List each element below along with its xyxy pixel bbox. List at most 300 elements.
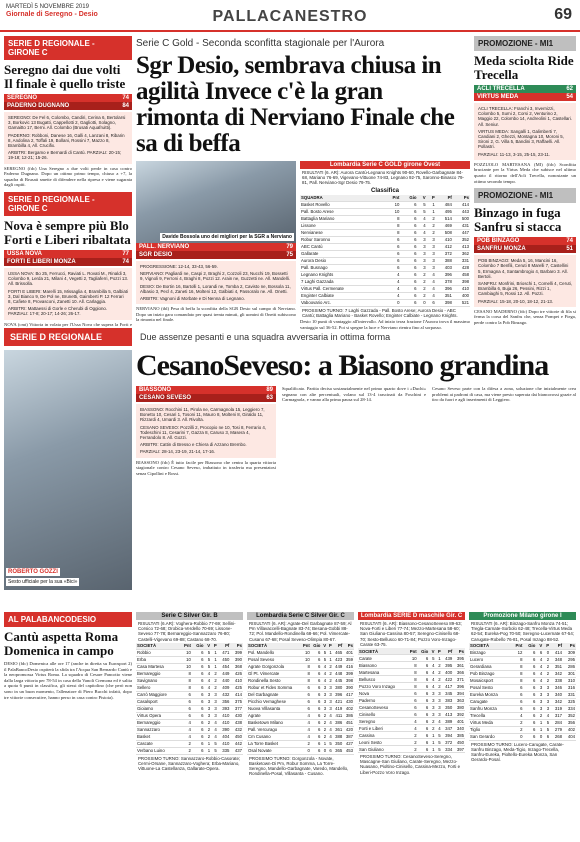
table-cell: 10 <box>180 663 192 670</box>
table-cell: 3 <box>429 690 435 697</box>
table-cell: 8 <box>384 222 401 229</box>
article-kicker: Due assenze pesanti e una squadra avversaria in ottima forma <box>140 332 391 342</box>
table-row <box>469 712 576 719</box>
table-cell: 2 <box>543 677 550 684</box>
table-row <box>136 656 243 663</box>
table-cell: 448 <box>333 670 344 677</box>
table-cell: 295 <box>563 656 576 663</box>
table-row <box>469 663 576 670</box>
table-cell: Picchio Vernaghese <box>247 698 301 705</box>
table-cell: 458 <box>453 271 470 278</box>
table-cell: 6 <box>311 649 322 656</box>
table-cell: 0 <box>511 733 524 740</box>
table-row <box>247 712 354 719</box>
table-header-cell: Pnt <box>384 195 401 202</box>
table-cell: 3 <box>429 704 435 711</box>
table-cell: 6 <box>311 712 322 719</box>
table-cell: 301 <box>563 670 576 677</box>
table-cell: 325 <box>563 698 576 705</box>
table-cell: 3 <box>204 712 211 719</box>
table-cell: Casalsport <box>136 698 180 705</box>
table-cell: 6 <box>523 663 536 670</box>
section-band-mid <box>4 328 576 346</box>
table-cell: 3 <box>211 691 218 698</box>
table-row <box>247 733 354 740</box>
table-cell: 4 <box>204 677 211 684</box>
table-cell: 417 <box>343 691 354 698</box>
table-row <box>358 690 465 697</box>
table-cell: 4 <box>327 712 333 719</box>
table-title: Promozione Milano girone I <box>469 612 576 620</box>
table-row <box>247 740 354 747</box>
photo-subcaption: Sesto ufficiale per la sua «Bici» <box>8 579 78 585</box>
table-cell: 438 <box>230 719 243 726</box>
table-header-cell: Gio <box>523 643 536 650</box>
table-cell: 3 <box>427 236 436 243</box>
table-cell: 6 <box>400 250 417 257</box>
table-cell: 351 <box>550 663 563 670</box>
table-cell: 1 <box>211 649 218 656</box>
table-cell: 365 <box>333 747 344 754</box>
table-cell: 4 <box>180 733 192 740</box>
table-cell: 3 <box>211 712 218 719</box>
table-cell: 3 <box>427 264 436 271</box>
table-cell: 2 <box>436 676 442 683</box>
table-cell: 316 <box>563 684 576 691</box>
table-cell: Gallarate <box>300 250 384 257</box>
table-cell: 425 <box>230 684 243 691</box>
section-band: PROMOZIONE - MI1 <box>474 188 576 203</box>
table-cell: 422 <box>442 676 454 683</box>
table-cell: 2 <box>436 662 442 669</box>
table-header-cell: SOCIETÀ <box>358 648 406 655</box>
table-cell: 10 <box>301 649 311 656</box>
table-cell: 403 <box>436 264 453 271</box>
table-cell: 6 <box>384 236 401 243</box>
table-cell: 6 <box>192 663 205 670</box>
table-cell: 4 <box>429 669 435 676</box>
table-cell: 514 <box>436 215 453 222</box>
table-cell: 413 <box>453 243 470 250</box>
table-header-cell: Ps <box>563 643 576 650</box>
table-cell: 6 <box>418 704 430 711</box>
table-cell: 361 <box>453 662 465 669</box>
table-row <box>300 271 470 278</box>
score-row: POB BINZAGO 74 <box>474 237 576 245</box>
table-cell: 12 <box>511 649 524 656</box>
table-cell: 398 <box>343 677 354 684</box>
table-header-cell: Pnt <box>406 648 417 655</box>
table-row <box>136 670 243 677</box>
table-cell: 412 <box>436 243 453 250</box>
table-row <box>300 257 470 264</box>
lineup-box: ACLI TRECELLA: Franchi 3, Invernizzi, Colombo 5, Sumi 2, Corsi 2, Venturino 2, Maggio 22, Colombo 14, Andreolini 1, Castellari. All. Seniur. VIRTUS MEDA: Sangalli 1, Galimberti 7, Candiani 2, Ghezzi, Montagna 10, Moroni 5, Sironi 2, G. Villa 5, Bandini 3, Raffaelli. All. Pollastri. PARZIALI: 11-13, 3-15, 25-15, 23-11. <box>474 103 576 160</box>
table-cell: Nuova Villasanta <box>247 705 301 712</box>
standings-table <box>300 195 470 307</box>
table-row <box>300 264 470 271</box>
column-right-top <box>474 36 576 324</box>
table-cell: San Gerardo <box>469 733 511 740</box>
table-cell: Pall. Bosto Arese <box>300 208 384 215</box>
table-cell: 6 <box>400 201 417 208</box>
table-row <box>136 712 243 719</box>
table-cell: 350 <box>333 740 344 747</box>
table-header-cell: Pnt <box>511 643 524 650</box>
table-cell: 6 <box>523 649 536 656</box>
table-cell: 2 <box>180 747 192 754</box>
table-row <box>300 201 470 208</box>
table-cell: 400 <box>442 669 454 676</box>
article-headline: Binzago in fuga Sanfru si stacca <box>474 205 562 235</box>
table-row <box>136 649 243 656</box>
article-body: POZZUOLO MARTESANA (MI) (fdc) Sconfitta bruciante per la Virtus Meda che subisce nel ultimo quarto il ritorno dell'Acli Trecella, nonostante un ottimo secondo tempo. <box>474 161 576 184</box>
table-cell: 389 <box>442 718 454 725</box>
table-cell: 6 <box>400 215 417 222</box>
table-cell: Tiglio <box>469 726 511 733</box>
section-band: SERIE D REGIONALE - GIRONE C <box>4 192 132 216</box>
table-cell: 356 <box>218 698 231 705</box>
table-cell: 4 <box>536 670 543 677</box>
paper-name: Giornale di Seregno - Desio <box>6 11 98 18</box>
table-cell: 1 <box>327 656 333 663</box>
table-cell: 6 <box>418 725 430 732</box>
table-cell: 4 <box>418 222 427 229</box>
coach-photo <box>4 350 132 590</box>
table-row <box>300 292 470 299</box>
table-header-cell: P <box>211 643 218 650</box>
table-cell: 390 <box>230 656 243 663</box>
table-row <box>300 208 470 215</box>
table-cell: 6 <box>192 740 205 747</box>
table-cell: 5 <box>418 201 427 208</box>
table-cell: 4 <box>321 670 327 677</box>
table-cell: 6 <box>180 691 192 698</box>
table-cell: 404 <box>563 733 576 740</box>
table-row <box>247 663 354 670</box>
table-cell: 410 <box>218 712 231 719</box>
main-headline: CesanoSeveso: a Biasono grandina <box>136 349 549 382</box>
table-cell: Del Garbagnate <box>247 691 301 698</box>
table-cell: 454 <box>218 663 231 670</box>
table-cell: 449 <box>218 670 231 677</box>
table-cell: 3 <box>536 705 543 712</box>
table-cell: 4 <box>384 292 401 299</box>
table-cell: 4 <box>536 663 543 670</box>
table-cell: 6 <box>311 663 322 670</box>
table-cell: 383 <box>442 697 454 704</box>
table-cell: 6 <box>384 250 401 257</box>
standings-table <box>469 643 576 741</box>
table-cell: 6 <box>192 733 205 740</box>
table-cell: 6 <box>523 698 536 705</box>
table-cell: 0 <box>418 299 427 306</box>
table-cell: 500 <box>453 215 470 222</box>
table-header-cell: Ps <box>453 195 470 202</box>
lineup-box: SEREGNO: De Fel 6, Colombo, Candiri, Cerina 6, Bertolarsi 3, Borkovic 13 Bugatti, Cappellotti 2, Gagliotti, Solagno, Gamaitto 17, Berni. All. Colombo (Brusati Aquafruitti). PADERNO: Robboni, Danese 16, Galli 4, Lanzani 8, Ribarin 8, Andolina 2, Toffali 19, Bollani, Rossini 7, Mazzo 8, Brambilla 4, All. Crucifix. ARBITRI: Bergamo e Bernardi di Cantù. PARZIALI: 20-15; 19-18; 12-21; 15-26. <box>4 112 132 164</box>
table-cell: 1 <box>327 649 333 656</box>
table-row <box>247 684 354 691</box>
table-cell: 4 <box>301 726 311 733</box>
table-cell: 401 <box>453 718 465 725</box>
table-cell: 6 <box>192 670 205 677</box>
table-cell: 6 <box>301 698 311 705</box>
table-cell: 4 <box>418 215 427 222</box>
table-cell: 5 <box>436 746 442 753</box>
table-cell: 5 <box>429 655 435 662</box>
table-cell: 6 <box>511 691 524 698</box>
table-cell: 451 <box>343 719 354 726</box>
table-row <box>136 733 243 740</box>
table-cell: 2 <box>427 215 436 222</box>
table-cell: 340 <box>550 691 563 698</box>
table-cell: 430 <box>230 712 243 719</box>
table-cell: Paderno <box>358 697 406 704</box>
table-cell: 6 <box>418 683 430 690</box>
table-cell: CesanoSeveso <box>358 704 406 711</box>
table-cell: 6 <box>311 698 322 705</box>
table-cell: 2 <box>327 670 333 677</box>
table-cell: ABC Cantù <box>300 243 384 250</box>
table-cell: Osal Novate <box>247 747 301 754</box>
score-row: SANFRU MONZA 51 <box>474 245 576 253</box>
column-center-top <box>136 36 470 330</box>
table-cell: 3 <box>327 684 333 691</box>
table-row <box>136 747 243 754</box>
issue-date: MARTEDÌ 5 NOVEMBRE 2019 <box>6 4 89 10</box>
table-cell: 3 <box>211 705 218 712</box>
table-cell: 484 <box>436 201 453 208</box>
table-row <box>247 670 354 677</box>
table-cell: 338 <box>550 677 563 684</box>
table-row <box>469 705 576 712</box>
table-cell: 309 <box>563 649 576 656</box>
table-cell: 2 <box>543 663 550 670</box>
table-header-cell: V <box>536 643 543 650</box>
table-cell: Virtus Meda <box>469 719 511 726</box>
table-cell: 8 <box>406 662 417 669</box>
table-row <box>358 704 465 711</box>
table-row <box>358 732 465 739</box>
table-cell: 6 <box>180 705 192 712</box>
table-header-cell: Pf <box>550 643 563 650</box>
table-cell: 400 <box>453 292 470 299</box>
table-row <box>469 691 576 698</box>
table-cell: 4 <box>301 712 311 719</box>
table-cell: 6 <box>523 733 536 740</box>
table-cell: Bellusco <box>358 676 406 683</box>
table-cell: 2 <box>418 271 427 278</box>
table-row <box>300 299 470 306</box>
table-cell: 388 <box>436 257 453 264</box>
table-cell: 401 <box>343 649 354 656</box>
table-cell: 4 <box>211 733 218 740</box>
table-row <box>136 691 243 698</box>
table-cell: 3 <box>327 691 333 698</box>
table-cell: 6 <box>384 264 401 271</box>
table-cell: Nova <box>358 690 406 697</box>
table-cell: 346 <box>550 684 563 691</box>
table-cell: 6 <box>543 733 550 740</box>
table-cell: 380 <box>453 704 465 711</box>
table-cell: 5 <box>211 740 218 747</box>
score-row: ACLI TRECELLA 62 <box>474 85 576 93</box>
table-cell: 1 <box>321 740 327 747</box>
article-kicker: Serie C Gold - Seconda sconfitta stagionale per l'Aurora <box>136 38 385 49</box>
table-cell: Cassina <box>358 732 406 739</box>
table-cell: 4 <box>301 719 311 726</box>
table-cell: 5 <box>321 649 327 656</box>
table-cell: Basket <box>136 733 180 740</box>
table-cell: 4 <box>204 684 211 691</box>
table-cell: 3 <box>427 243 436 250</box>
table-cell: Enginter Calbiate <box>300 292 384 299</box>
table-cell: 6 <box>418 655 430 662</box>
article-body: BIASSONO (fdc) È tutto facile per Biassono che centra la quarta vittoria stagionale contro Cesano Seveso, imbattuto in trasferta ma presentatosi senza Cipollini e Rossi. <box>136 459 276 476</box>
table-cell: 6 <box>400 271 417 278</box>
table-cell: 2 <box>427 229 436 236</box>
table-cell: 8 <box>301 663 311 670</box>
table-cell: 386 <box>333 719 344 726</box>
table-row <box>358 711 465 718</box>
table-row <box>247 649 354 656</box>
table-cell: 3 <box>418 264 427 271</box>
table-cell: 380 <box>333 684 344 691</box>
table-cell: 2 <box>429 718 435 725</box>
table-cell: 3 <box>327 698 333 705</box>
table-cell: 6 <box>192 698 205 705</box>
table-cell: 4 <box>536 656 543 663</box>
table-cell: 6 <box>311 719 322 726</box>
table-cell: Lissone <box>300 222 384 229</box>
next-round: PROSSIMO TURNO: Sannazzaro-Robbio-Casorate; Cermi-Orsane, Sannazzaro-Voghera; Erba-Mariano, Vittuone-La Castellanza, Gallarate-Opera. <box>138 755 241 772</box>
table-header-cell: Pnt <box>180 643 192 650</box>
lineup-box: BIASSONO: Rocchini 11, Pirola ne, Carmagnola 15, Leggiero 7, Bonetto 10, Cesari 1, Tosoni 11, Mauro 8, Molteni 8, Giraldo 11, Rizzardi 4, Umardi 3. All. Rivolta. CESANO SEVESO: Pozzilli 2, Procopio ne 10, Tosi 8, Ferrario 4, Todeschini 11, Cesarini 7, Gazza 8, Caruso 3, Masera 4, Ferrandolo 8. All. Gozzi. ARBITRI: Cattin di Bresso e Chiera di Azzano Brembo. PARZIALI: 28-14, 23-19, 21-14, 17-16. <box>136 404 276 458</box>
table-cell: 8 <box>384 215 401 222</box>
table-cell: 4 <box>204 670 211 677</box>
results-text: RISULTATI (6. AR): Binzago-Sanfru Monza 74-51; Tregla-Carnate-Sorbolo 62-48; Trecella-Virtus Meda 62-54; Eureka-Pog 70-50; Seregno-Lucernate 67-54; Carugate-Robello 76-81, Posal Inzago 88-52. <box>471 621 575 642</box>
standings-table <box>247 643 354 755</box>
table-cell: 2 <box>211 670 218 677</box>
table-cell: 4 <box>180 726 192 733</box>
table-cell: 340 <box>453 725 465 732</box>
table-cell: 3 <box>543 705 550 712</box>
table-cell: Vaboovario Arc. <box>300 299 384 306</box>
table-cell: Robur Saronno <box>300 236 384 243</box>
table-title: Serie C Silver Gir. B <box>136 612 243 620</box>
table-cell: Martesana <box>358 669 406 676</box>
table-cell: Gl Pt. Vimercate <box>247 670 301 677</box>
table-cell: 3 <box>204 698 211 705</box>
table-cell: 2 <box>204 719 211 726</box>
table-cell: Carate <box>358 655 406 662</box>
table-cell: 6 <box>192 656 205 663</box>
table-cell: 4 <box>211 719 218 726</box>
table-cell: 6 <box>418 739 430 746</box>
table-cell: 368 <box>230 663 243 670</box>
table-cell: 350 <box>442 704 454 711</box>
table-cell: 397 <box>453 746 465 753</box>
table-cell: 2 <box>418 278 427 285</box>
table-cell: 1 <box>211 663 218 670</box>
table-cell: Savignano <box>136 677 180 684</box>
table-cell: 421 <box>333 698 344 705</box>
table-cell: Robbio <box>136 649 180 656</box>
table-cell: 6 <box>192 705 205 712</box>
table-cell: Nervianese <box>300 229 384 236</box>
table-cell: 6 <box>311 733 322 740</box>
table-cell: 3 <box>321 705 327 712</box>
table-cell: 10 <box>180 649 192 656</box>
table-cell: Carrò Maggiore <box>136 691 180 698</box>
table-row <box>469 698 576 705</box>
table-cell: 495 <box>436 208 453 215</box>
article-headline: Cantù aspetta Roma Domenica in campo <box>4 629 119 658</box>
table-cell: Verbano Luino <box>136 747 180 754</box>
table-cell: 414 <box>550 649 563 656</box>
table-cell: 8 <box>180 684 192 691</box>
table-row <box>300 222 470 229</box>
table-cell: Casa Martesa <box>136 663 180 670</box>
table-row <box>247 691 354 698</box>
table-cell: 442 <box>230 740 243 747</box>
table-cell: Binzago <box>469 649 511 656</box>
table-cell: Sellero <box>136 684 180 691</box>
table-cell: 10 <box>301 656 311 663</box>
table-cell: 352 <box>563 712 576 719</box>
table-cell: 4 <box>427 271 436 278</box>
table-cell: 6 <box>192 649 205 656</box>
table-cell: 6 <box>192 677 205 684</box>
table-cell: 3 <box>418 250 427 257</box>
table-cell: 268 <box>550 733 563 740</box>
table-cell: 2 <box>543 670 550 677</box>
table-cell: Cascate <box>136 740 180 747</box>
table-cell: 8 <box>511 663 524 670</box>
table-cell: Pall. Busnago <box>300 264 384 271</box>
table-cell: 2 <box>406 732 417 739</box>
section-label: SERIE D REGIONALE <box>4 328 132 346</box>
table-cell: 439 <box>442 655 454 662</box>
table-cell: 1 <box>427 208 436 215</box>
table-cell: 0 <box>543 649 550 656</box>
table-cell: 4 <box>418 229 427 236</box>
table-cell: 361 <box>333 726 344 733</box>
table-cell: 377 <box>230 705 243 712</box>
table-cell: 449 <box>333 663 344 670</box>
table-cell: 388 <box>333 733 344 740</box>
table-cell: Rondinella Sesto <box>247 677 301 684</box>
table-cell: 398 <box>453 278 470 285</box>
article-headline: Nova è sempre più Blo Forti e Liberi ribaltata <box>4 218 131 247</box>
table-cell: 2 <box>211 677 218 684</box>
table-cell: 363 <box>453 697 465 704</box>
table-cell: 2 <box>436 683 442 690</box>
table-cell: Posal Seveso <box>247 656 301 663</box>
table-cell: 390 <box>343 684 354 691</box>
table-row <box>358 746 465 753</box>
table-cell: 4 <box>384 271 401 278</box>
table-cell: 6 <box>192 712 205 719</box>
table-cell: 392 <box>453 711 465 718</box>
table-cell: 352 <box>453 236 470 243</box>
table-cell: 3 <box>429 697 435 704</box>
table-cell: 6 <box>418 697 430 704</box>
table-cell: 2 <box>429 725 435 732</box>
table-cell: 395 <box>453 655 465 662</box>
table-cell: 399 <box>343 670 354 677</box>
score-row: VIRTUS MEDA 54 <box>474 93 576 101</box>
table-cell: 6 <box>400 222 417 229</box>
